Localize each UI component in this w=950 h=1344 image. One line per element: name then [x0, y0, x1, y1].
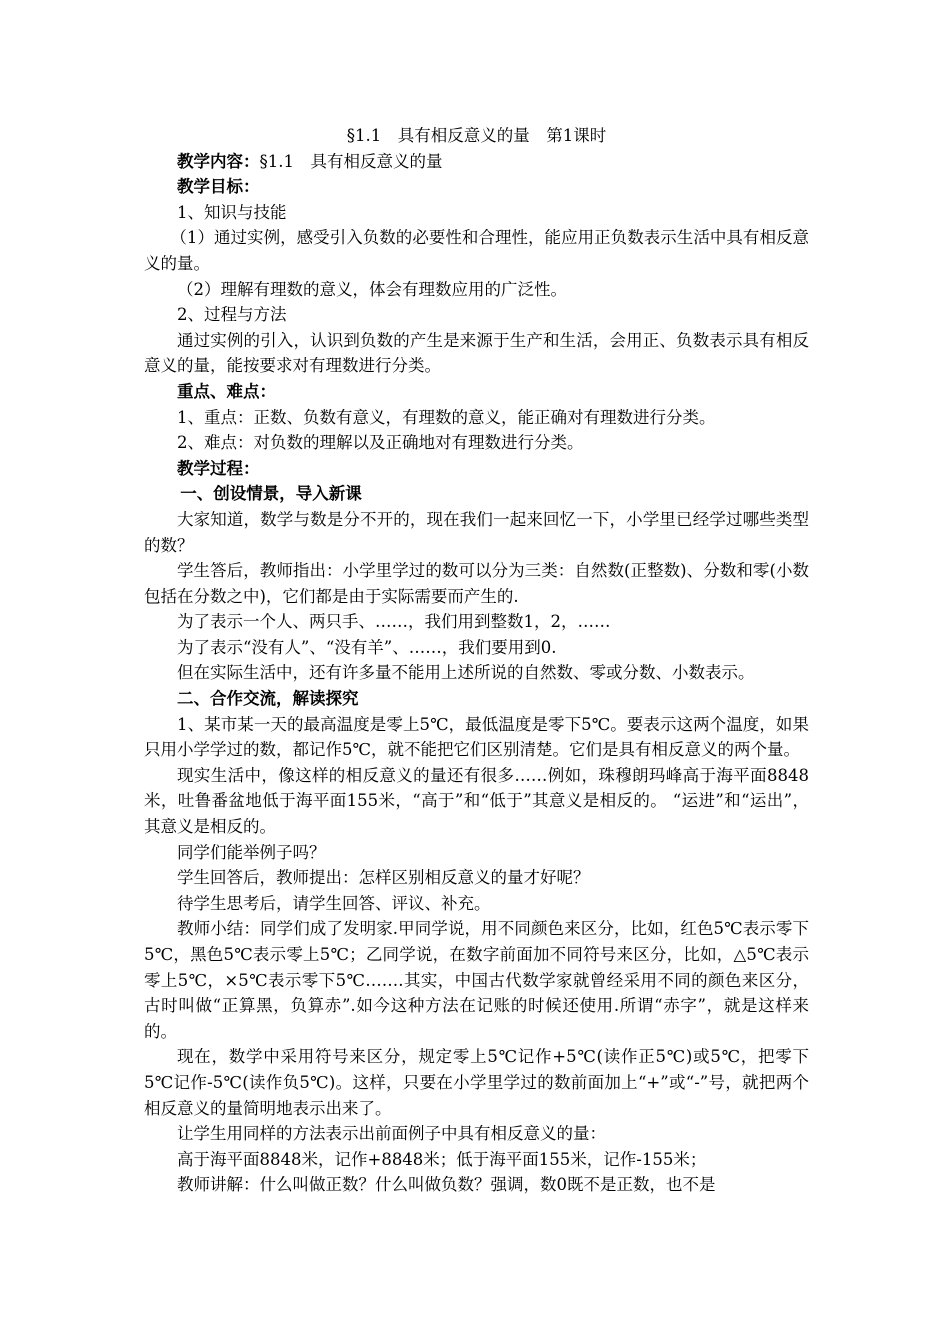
goal-1b: （2）理解有理数的意义，体会有理数应用的广泛性。 [177, 279, 567, 299]
paragraph: 待学生思考后，请学生回答、评议、补充。 [177, 893, 491, 913]
paragraph: 大家知道，数学与数是分不开的，现在我们一起来回忆一下，小学里已经学过哪些类型的数？ [144, 509, 809, 555]
goal-1-heading: 1、知识与技能 [177, 202, 287, 222]
paragraph: 教师讲解：什么叫做正数？什么叫做负数？强调，数0既不是正数，也不是 [177, 1175, 716, 1195]
paragraph: 现在，数学中采用符号来区分，规定零上5℃记作+5℃(读作正5℃)或5℃，把零下5℃记作-5℃(读作负5℃)。这样，只要在小学里学过的数前面加上“+”或“-”号，就把两个相反意义的量简明地表示出来了。 [144, 1047, 809, 1118]
paragraph: 现实生活中，像这样的相反意义的量还有很多……例如，珠穆朗玛峰高于海平面8848米，吐鲁番盆地低于海平面155米，“高于”和“低于”其意义是相反的。 “运进”和“运出”，其意义是相反的。 [144, 765, 809, 837]
goal-1a: （1）通过实例，感受引入负数的必要性和合理性，能应用正负数表示生活中具有相反意义的量。 [144, 228, 809, 273]
paragraph: 1、某市某一天的最高温度是零上5℃，最低温度是零下5℃。要表示这两个温度，如果只用小学学过的数，都记作5℃，就不能把它们区别清楚。它们是具有相反意义的两个量。 [144, 714, 809, 760]
paragraph: 但在实际生活中，还有许多量不能用上述所说的自然数、零或分数、小数表示。 [177, 663, 755, 683]
key-point-2: 2、难点：对负数的理解以及正确地对有理数进行分类。 [177, 433, 584, 453]
content-line [144, 149, 809, 175]
content-value: §1.1 具有相反意义的量 [259, 151, 443, 171]
section-2-heading: 二、合作交流，解读探究 [177, 689, 359, 709]
paragraph: 高于海平面8848米，记作+8848米；低于海平面155米，记作-155米； [177, 1149, 707, 1169]
section-1-heading: 一、创设情景，导入新课 [180, 484, 362, 504]
process-heading: 教学过程： [177, 458, 260, 478]
paragraph: 学生答后，教师指出：小学里学过的数可以分为三类：自然数(正整数)、分数和零(小数包括在分数之中)，它们都是由于实际需要而产生的. [144, 561, 809, 606]
key-point-1: 1、重点：正数、负数有意义，有理数的意义，能正确对有理数进行分类。 [177, 407, 716, 427]
paragraph: 同学们能举例子吗？ [177, 842, 326, 862]
paragraph: 为了表示“没有人”、“没有羊”、……，我们要用到0. [177, 637, 557, 657]
paragraph: 教师小结：同学们成了发明家.甲同学说，用不同颜色来区分，比如，红色5℃表示零下5℃，黑色5℃表示零上5℃；乙同学说，在数字前面加不同符号来区分，比如，△5℃表示零上5℃，×5℃表示零下5℃…….其实，中国古代数学家就曾经采用不同的颜色来区分，古时叫做“正算黑，负算赤”.如今这种方法在记账的时候还使用.所谓“赤字”，就是这样来的。 [144, 919, 809, 1041]
content-label: 教学内容： [177, 151, 260, 171]
goal-2a: 通过实例的引入，认识到负数的产生是来源于生产和生活，会用正、负数表示具有相反意义的量，能按要求对有理数进行分类。 [144, 330, 809, 376]
document-page [144, 123, 809, 1198]
paragraph: 学生回答后，教师提出：怎样区别相反意义的量才好呢？ [177, 868, 590, 888]
goal-2-heading: 2、过程与方法 [177, 305, 287, 325]
paragraph: 让学生用同样的方法表示出前面例子中具有相反意义的量： [177, 1124, 606, 1144]
goals-heading: 教学目标： [177, 177, 260, 197]
key-points-heading: 重点、难点： [177, 381, 276, 401]
paragraph: 为了表示一个人、两只手、……，我们用到整数1，2，…… [177, 612, 611, 632]
document-title: §1.1 具有相反意义的量 第1课时 [346, 126, 607, 145]
